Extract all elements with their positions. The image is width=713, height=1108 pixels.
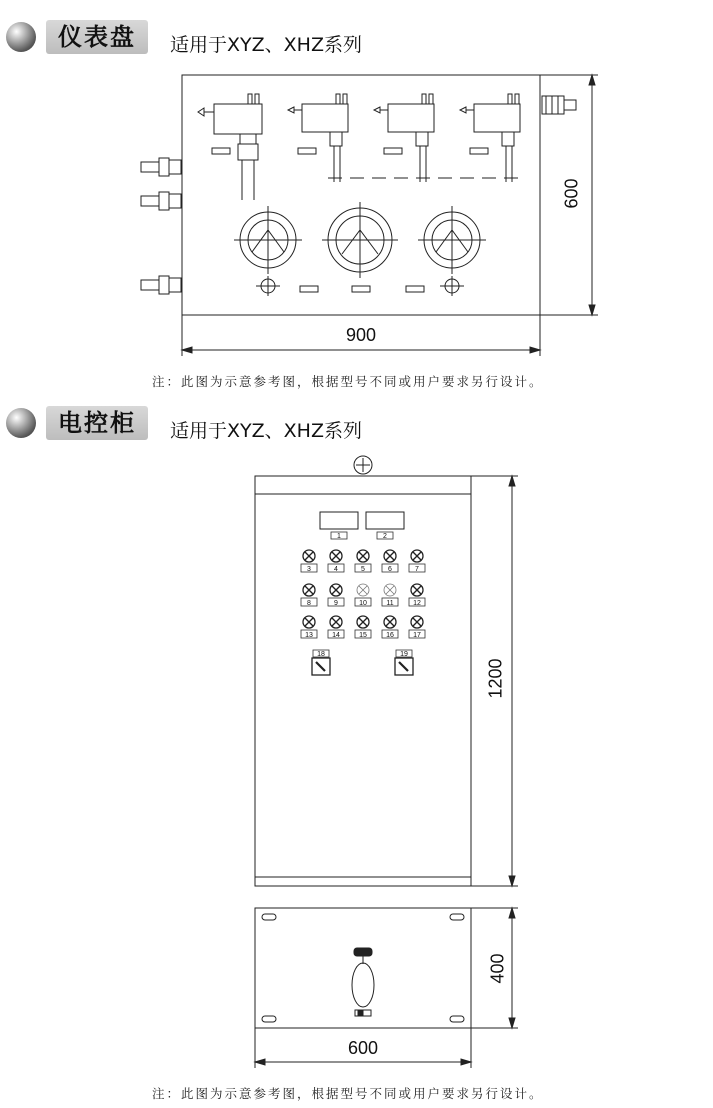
indicator-lamp <box>301 550 317 573</box>
display-window-1 <box>320 512 358 529</box>
dim-width-label: 900 <box>345 325 377 345</box>
switch-label: 19 <box>400 651 408 658</box>
indicator-lamp <box>409 616 425 639</box>
dim-cabinet-width-label: 600 <box>347 1038 379 1058</box>
gauge-center <box>322 202 398 278</box>
sensor-1 <box>198 94 262 200</box>
gauge-left <box>234 206 302 274</box>
label-plate <box>352 286 370 292</box>
indicator-lamp <box>409 584 425 607</box>
left-pipe-connector-3 <box>141 276 181 294</box>
switch-label: 18 <box>317 651 325 658</box>
lamp-label: 9 <box>334 600 338 607</box>
display-number-tag <box>377 532 393 540</box>
panel-outline <box>182 75 540 315</box>
lamp-label: 3 <box>307 566 311 573</box>
sensor-3 <box>374 94 434 182</box>
section-title: 电控柜 <box>46 406 148 440</box>
lamp-label: 13 <box>305 632 313 639</box>
display-number-tag <box>331 532 347 540</box>
selector-switch-icon <box>395 650 413 675</box>
bullet-icon <box>6 408 36 438</box>
lamp-label: 6 <box>388 566 392 573</box>
indicator-lamp <box>355 550 371 573</box>
indicator-lamp <box>382 616 398 639</box>
cabinet-top-band <box>255 476 471 494</box>
lamp-label: 14 <box>332 632 340 639</box>
gauge-right <box>418 206 486 274</box>
label-plate <box>406 286 424 292</box>
lamp-label: 12 <box>413 600 421 607</box>
indicator-lamp <box>355 584 371 607</box>
lamp-label: 11 <box>386 600 394 607</box>
selector-switch-icon <box>312 650 330 675</box>
lamp-label: 8 <box>307 600 311 607</box>
section-subtitle: 适用于XYZ、XHZ系列 <box>170 34 362 56</box>
note-text: 注：此图为示意参考图，根据型号不同或用户要求另行设计。 <box>152 374 544 389</box>
lamp-label: 4 <box>334 566 338 573</box>
lamp-label: 17 <box>413 632 421 639</box>
indicator-lamp-grid <box>301 550 425 639</box>
lamp-label: 7 <box>415 566 419 573</box>
indicator-lamp <box>328 550 344 573</box>
dim-base-height-label: 400 <box>487 953 508 984</box>
sensor-4 <box>460 94 520 182</box>
display-label: 2 <box>383 533 387 540</box>
lamp-label: 5 <box>361 566 365 573</box>
indicator-lamp <box>382 550 398 573</box>
indicator-lamp <box>382 584 398 607</box>
dim-height-label: 600 <box>561 178 582 209</box>
lamp-label: 15 <box>359 632 367 639</box>
cabinet-bottom-band <box>255 877 471 886</box>
indicator-lamp <box>328 616 344 639</box>
indicator-lamp <box>355 616 371 639</box>
knob-right <box>440 276 464 296</box>
indicator-lamp <box>301 584 317 607</box>
left-pipe-connector-1 <box>141 158 181 176</box>
lamp-label: 10 <box>359 600 367 607</box>
sensor-2 <box>288 94 348 182</box>
display-label-group <box>331 532 393 540</box>
lifting-ring-icon <box>354 456 372 474</box>
note-text: 注：此图为示意参考图，根据型号不同或用户要求另行设计。 <box>152 1086 544 1101</box>
section-subtitle: 适用于XYZ、XHZ系列 <box>170 420 362 442</box>
section-header-control-cabinet <box>0 404 713 444</box>
indicator-lamp <box>328 584 344 607</box>
indicator-lamp <box>301 616 317 639</box>
cable-gland-icon <box>352 948 374 1016</box>
knob-left <box>256 276 280 296</box>
indicator-lamp <box>409 550 425 573</box>
selector-switch-group <box>312 650 413 675</box>
dim-cabinet-height-label: 1200 <box>485 658 506 699</box>
lamp-label: 16 <box>386 632 394 639</box>
section-title: 仪表盘 <box>46 20 148 54</box>
label-plate <box>300 286 318 292</box>
display-label: 1 <box>337 533 341 540</box>
cabinet-outline <box>255 476 471 886</box>
left-pipe-connector-2 <box>141 192 181 210</box>
display-window-2 <box>366 512 404 529</box>
